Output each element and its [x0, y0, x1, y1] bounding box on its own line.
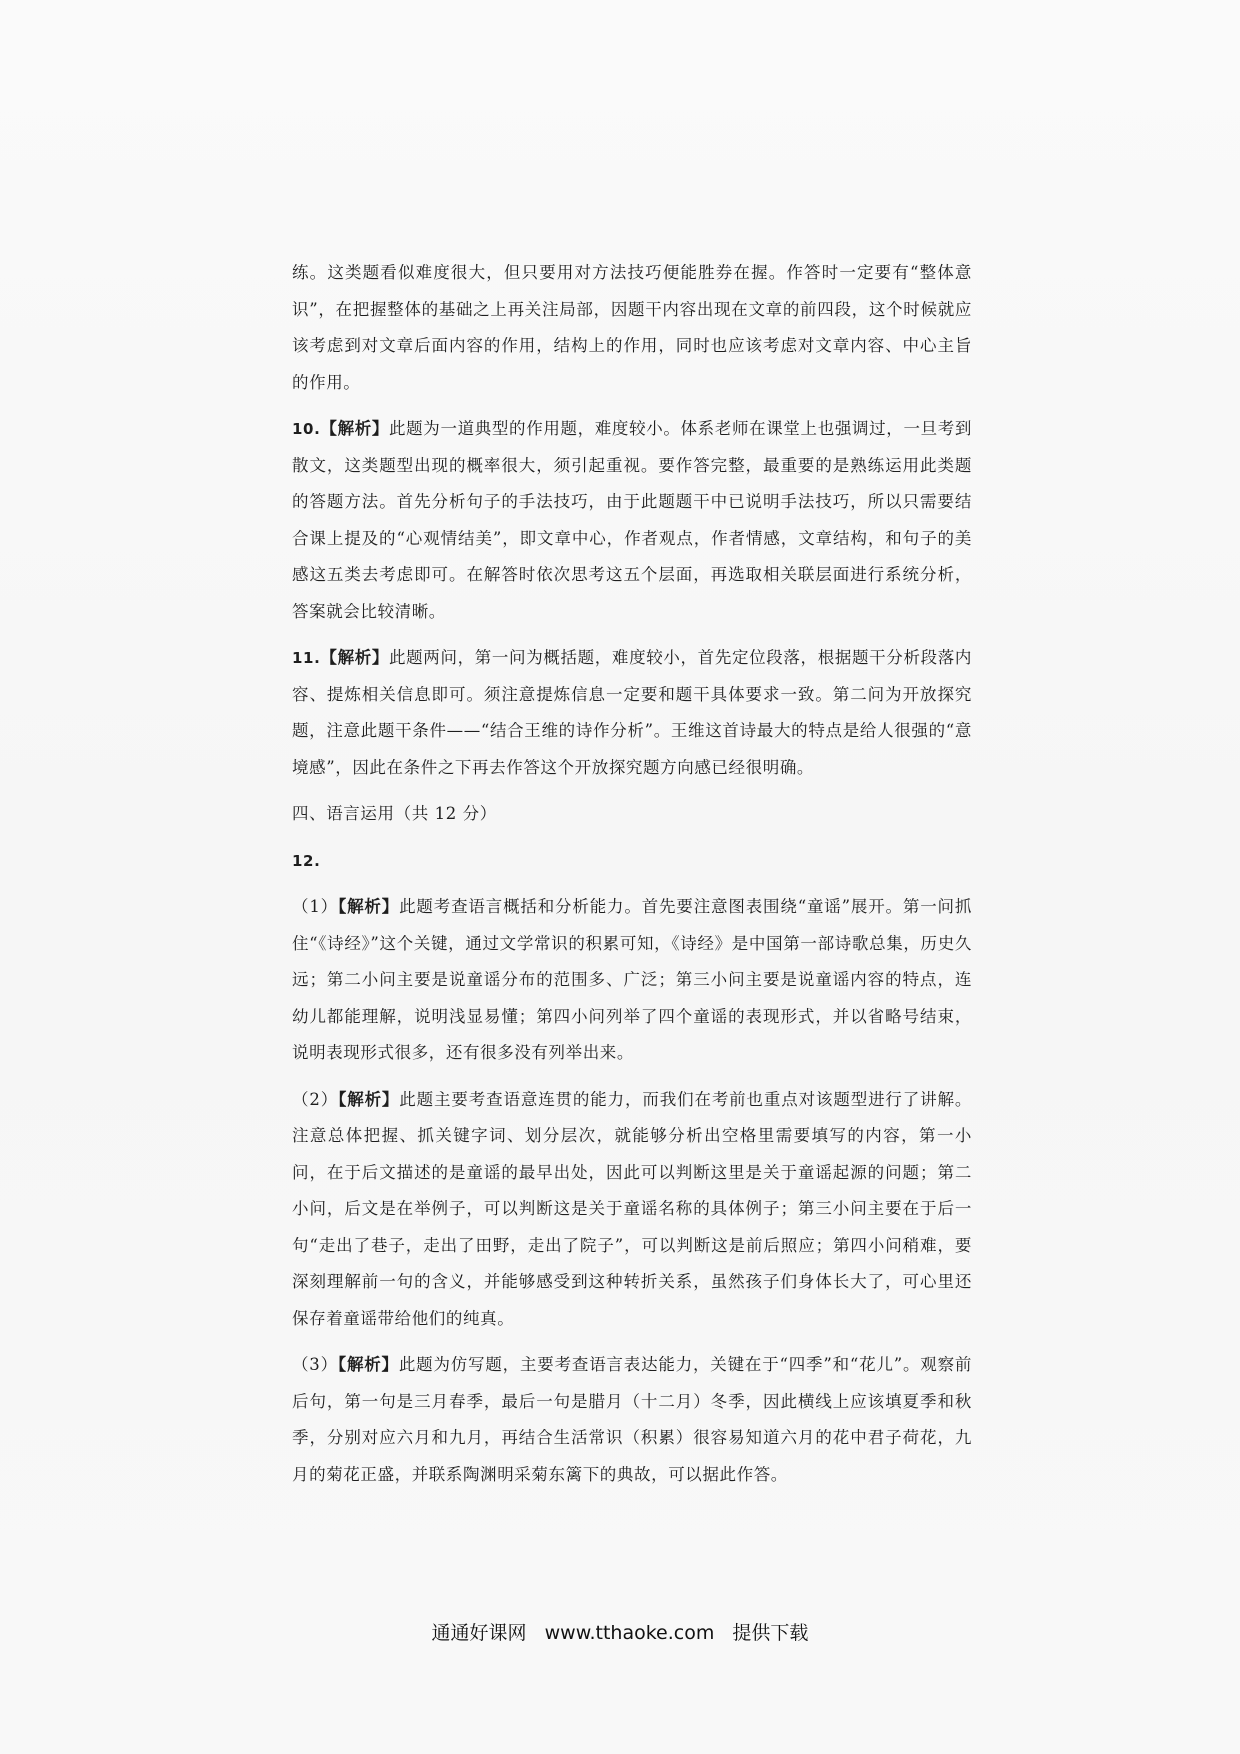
footer-url[interactable]: www.tthaoke.com — [544, 1622, 715, 1644]
footer-suffix: 提供下载 — [732, 1622, 809, 1644]
footer-site-name: 通通好课网 — [431, 1622, 527, 1644]
q12-part1-text: 此题考查语言概括和分析能力。首先要注意图表围绕“童谣”展开。第一问抓住“《诗经》”这个关键，通过文学常识的积累可知，《诗经》是中国第一部诗歌总集，历史久远；第二小问主要是说童谣分布的范围多、广泛；第三小问主要是说童谣内容的特点，连幼儿都能理解，说明浅显易懂；第四小问列举了四个童谣的表现形式，并以省略号结束，说明表现形式很多，还有很多没有列举出来。 — [292, 897, 972, 1062]
q11-analysis — [292, 640, 972, 786]
section-4-title: 四、语言运用（共 12 分） — [292, 804, 497, 823]
q11-tag: 【解析】 — [320, 648, 390, 667]
q11-text: 此题两问，第一问为概括题，难度较小，首先定位段落，根据题干分析段落内容、提炼相关信息即可。须注意提炼信息一定要和题干具体要求一致。第二问为开放探究题，注意此题干条件——“结合王维的诗作分析”。王维这首诗最大的特点是给人很强的“意境感”，因此在条件之下再去作答这个开放探究题方向感已经很明确。 — [292, 648, 972, 777]
q11-number: 11. — [292, 649, 321, 667]
answer-analysis-body — [292, 255, 972, 1503]
q12-number: 12. — [292, 851, 321, 870]
q12-part3-text: 此题为仿写题，主要考查语言表达能力，关键在于“四季”和“花儿”。观察前后句，第一句是三月春季，最后一句是腊月（十二月）冬季，因此横线上应该填夏季和秋季，分别对应六月和九月，再结合生活常识（积累）很容易知道六月的花中君子荷花，九月的菊花正盛，并联系陶渊明采菊东篱下的典故，可以据此作答。 — [292, 1355, 972, 1484]
q10-number: 10. — [292, 420, 321, 438]
q12-part2-label: （2） — [292, 1089, 339, 1109]
q10-analysis — [292, 411, 972, 630]
q12-part1-analysis — [292, 889, 972, 1072]
q10-text: 此题为一道典型的作用题，难度较小。体系老师在课堂上也强调过，一旦考到散文，这类题型出现的概率很大，须引起重视。要作答完整，最重要的是熟练运用此类题的答题方法。首先分析句子的手法技巧，由于此题题干中已说明手法技巧，所以只需要结合课上提及的“心观情结美”，即文章中心，作者观点，作者情感，文章结构，和句子的美感这五类去考虑即可。在解答时依次思考这五个层面，再选取相关联层面进行系统分析，答案就会比较清晰。 — [292, 419, 972, 621]
q12-part2-tag: 【解析】 — [338, 1089, 400, 1109]
q12-part2-text: 此题主要考查语意连贯的能力，而我们在考前也重点对该题型进行了讲解。注意总体把握、抓关键字词、划分层次，就能够分析出空格里需要填写的内容，第一小问，在于后文描述的是童谣的最早出处，因此可以判断这里是关于童谣起源的问题；第二小问，后文是在举例子，可以判断这是关于童谣名称的具体例子；第三小问主要在于后一句“走出了巷子，走出了田野，走出了院子”，可以判断这是前后照应；第四小问稍难，要深刻理解前一句的含义，并能够感受到这种转折关系，虽然孩子们身体长大了，可心里还保存着童谣带给他们的纯真。 — [292, 1089, 972, 1328]
q10-tag: 【解析】 — [320, 419, 390, 438]
intro-paragraph: 练。这类题看似难度很大，但只要用对方法技巧便能胜券在握。作答时一定要有“整体意识”，在把握整体的基础之上再关注局部，因题干内容出现在文章的前四段，这个时候就应该考虑到对文章后面内容的作用，结构上的作用，同时也应该考虑对文章内容、中心主旨的作用。 — [292, 263, 972, 392]
q12-part1-tag: 【解析】 — [338, 897, 400, 916]
q12-part3-tag: 【解析】 — [337, 1355, 399, 1374]
download-footer — [0, 1618, 1240, 1645]
q12-part1-label: （1） — [292, 897, 338, 916]
q12-part3-analysis — [292, 1347, 972, 1493]
q12-part3-label: （3） — [292, 1355, 338, 1374]
q12-part2-analysis — [292, 1082, 972, 1338]
